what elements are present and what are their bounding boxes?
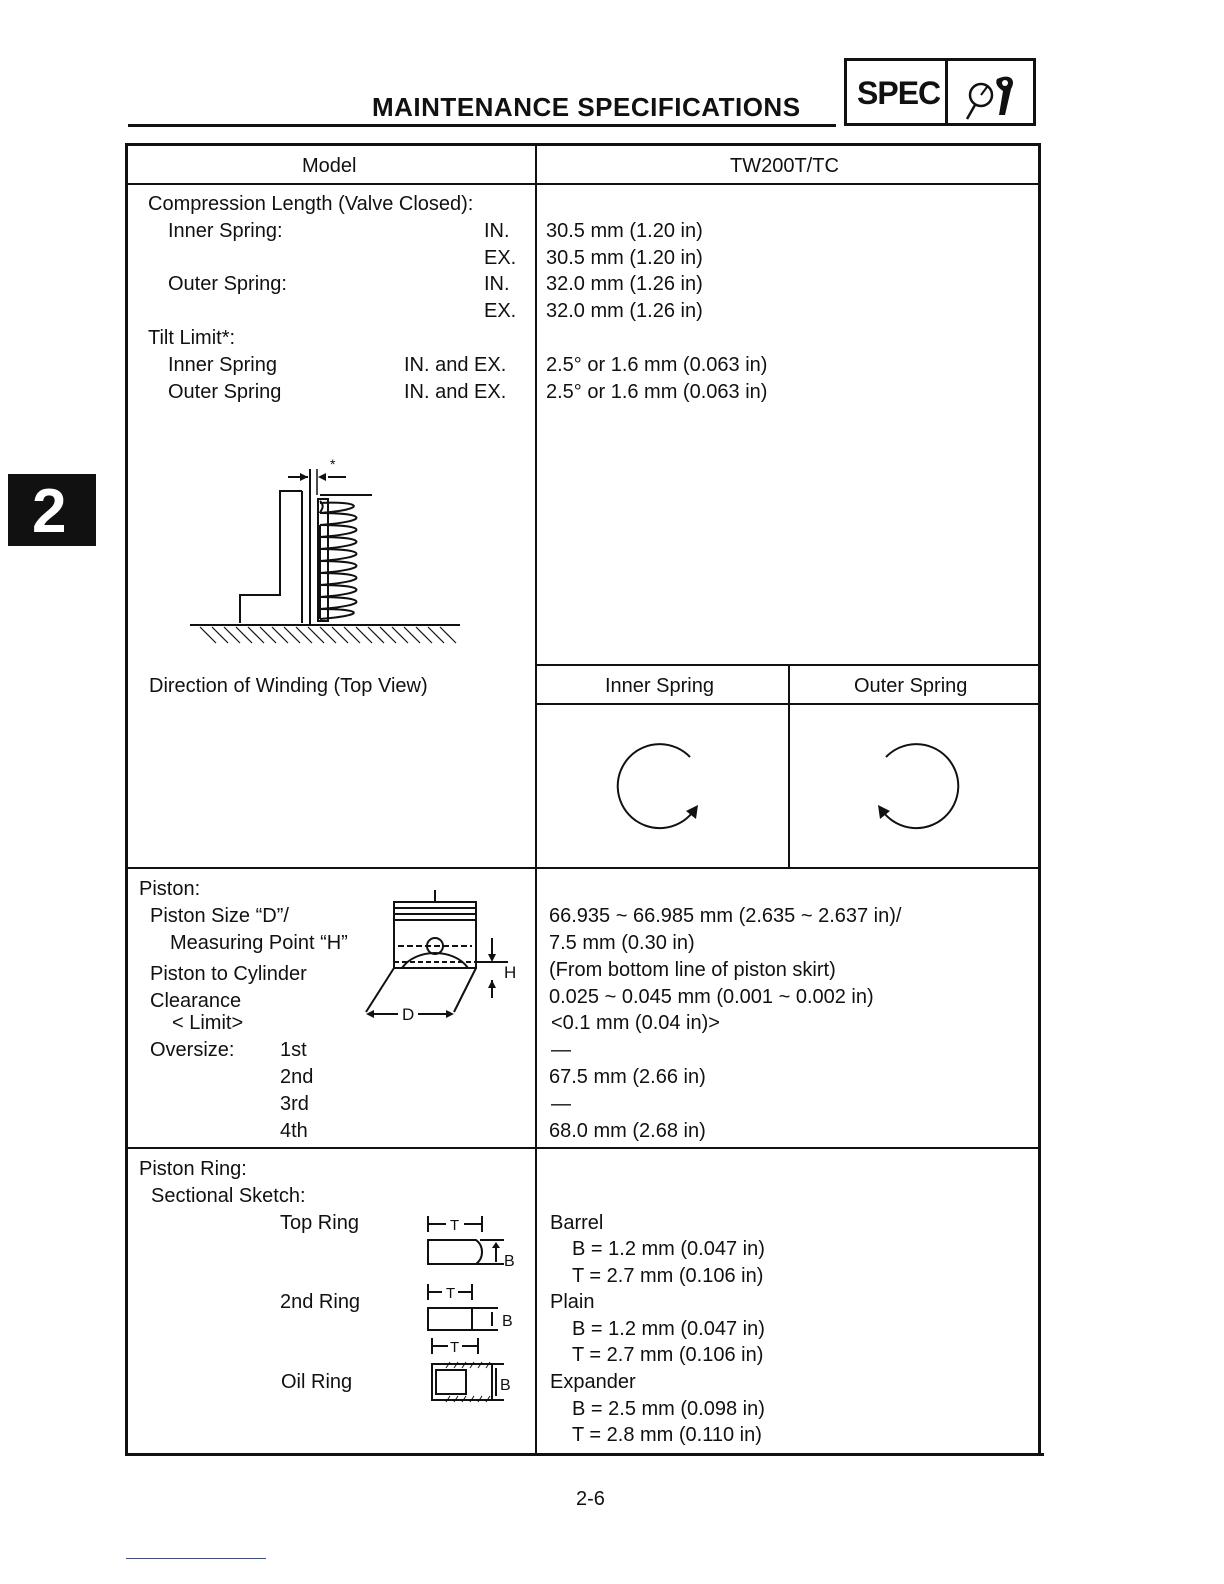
ring-row-divider (125, 1147, 1041, 1149)
measuring-point-value: 7.5 mm (0.30 in) (549, 932, 695, 954)
oversize-2-value: 67.5 mm (2.66 in) (549, 1066, 706, 1088)
top-ring-type: Barrel (550, 1212, 604, 1234)
footer-rule (126, 1558, 266, 1559)
piston-diagram (358, 890, 528, 1020)
oversize-1-label: 1st (280, 1039, 307, 1061)
oil-ring-label: Oil Ring (281, 1371, 353, 1393)
second-ring-t-label: T (446, 1285, 456, 1302)
piston-size-label: Piston Size “D”/ (150, 905, 289, 927)
tilt-outer-value: 2.5° or 1.6 mm (0.063 in) (546, 381, 768, 403)
tilt-outer-in-ex: IN. and EX. (404, 381, 507, 403)
table-border-top (125, 143, 1041, 146)
top-ring-label: Top Ring (280, 1212, 359, 1234)
inner-ex-label: EX. (484, 247, 517, 269)
column-divider (535, 143, 537, 1453)
compression-title: Compression Length (Valve Closed): (148, 193, 474, 215)
piston-clearance-label-1: Piston to Cylinder (150, 963, 307, 985)
piston-limit-value: <0.1 mm (0.04 in)> (551, 1012, 720, 1034)
inner-spring-label: Inner Spring: (168, 220, 283, 242)
dial-gauge-icon (957, 69, 1029, 121)
oil-ring-t-value: T = 2.8 mm (0.110 in) (572, 1424, 762, 1446)
piston-clearance-label-2: Clearance (150, 990, 242, 1012)
inner-in-value: 30.5 mm (1.20 in) (546, 220, 703, 242)
outer-spring-label: Outer Spring: (168, 273, 287, 295)
second-ring-sketch (420, 1280, 530, 1340)
winding-outer-header: Outer Spring (854, 675, 968, 697)
outer-in-label: IN. (484, 273, 510, 295)
chapter-tab (8, 474, 96, 546)
oil-ring-sketch (420, 1334, 530, 1406)
spec-divider (945, 61, 948, 123)
outer-in-value: 32.0 mm (1.26 in) (546, 273, 703, 295)
outer-ex-value: 32.0 mm (1.26 in) (546, 300, 703, 322)
oil-ring-b-label: B (500, 1377, 511, 1394)
tilt-title: Tilt Limit*: (148, 327, 236, 349)
tilt-inner-in-ex: IN. and EX. (404, 354, 507, 376)
header-rule (128, 124, 836, 127)
header-row-divider (125, 183, 1041, 185)
page-title: MAINTENANCE SPECIFICATIONS (372, 92, 801, 122)
oversize-3-value: — (551, 1093, 571, 1115)
piston-clearance-value: 0.025 ~ 0.045 mm (0.001 ~ 0.002 in) (549, 986, 874, 1008)
spec-label: SPEC (857, 75, 941, 111)
oversize-3-label: 3rd (280, 1093, 309, 1115)
table-border-left (125, 143, 128, 1456)
second-ring-label: 2nd Ring (280, 1291, 361, 1313)
outer-ex-label: EX. (484, 300, 517, 322)
oversize-4-value: 68.0 mm (2.68 in) (549, 1120, 706, 1142)
chapter-number: 2 (32, 477, 67, 546)
winding-title: Direction of Winding (Top View) (149, 675, 428, 697)
oversize-1-value: — (551, 1039, 571, 1061)
piston-h-label: H (504, 963, 517, 982)
second-ring-t-value: T = 2.7 mm (0.106 in) (572, 1344, 764, 1366)
inner-ex-value: 30.5 mm (1.20 in) (546, 247, 703, 269)
oversize-2-label: 2nd (280, 1066, 314, 1088)
oil-ring-t-label: T (450, 1339, 460, 1356)
top-ring-sketch (420, 1212, 530, 1278)
second-ring-b-value: B = 1.2 mm (0.047 in) (572, 1318, 765, 1340)
top-ring-t-value: T = 2.7 mm (0.106 in) (572, 1265, 764, 1287)
top-ring-b-value: B = 1.2 mm (0.047 in) (572, 1238, 765, 1260)
inner-in-label: IN. (484, 220, 510, 242)
oil-ring-b-value: B = 2.5 mm (0.098 in) (572, 1398, 765, 1420)
oil-ring-type: Expander (550, 1371, 636, 1393)
oversize-label: Oversize: (150, 1039, 235, 1061)
model-header: Model (302, 155, 357, 177)
spring-tilt-diagram (190, 455, 470, 650)
tilt-inner-label: Inner Spring (168, 354, 277, 376)
winding-col-divider (788, 664, 790, 868)
piston-size-value: 66.935 ~ 66.985 mm (2.635 ~ 2.637 in)/ (549, 905, 902, 927)
ring-title: Piston Ring: (139, 1158, 247, 1180)
inner-winding-icon (610, 735, 710, 835)
page-number: 2-6 (576, 1488, 605, 1510)
top-ring-t-label: T (450, 1217, 460, 1234)
piston-limit-label: < Limit> (172, 1012, 244, 1034)
model-value-header: TW200T/TC (730, 155, 839, 177)
piston-row-divider (125, 867, 1041, 869)
second-ring-type: Plain (550, 1291, 595, 1313)
table-border-right (1038, 143, 1041, 1456)
table-border-bottom (125, 1453, 1044, 1456)
measuring-point-note: (From bottom line of piston skirt) (549, 959, 836, 981)
outer-winding-icon (866, 735, 966, 835)
spec-badge (844, 58, 1036, 126)
sectional-sketch-label: Sectional Sketch: (151, 1185, 306, 1207)
top-ring-b-label: B (504, 1253, 515, 1270)
measuring-point-label: Measuring Point “H” (170, 932, 348, 954)
tilt-asterisk: * (330, 456, 336, 472)
piston-d-label: D (402, 1005, 415, 1020)
piston-title: Piston: (139, 878, 201, 900)
oversize-4-label: 4th (280, 1120, 308, 1142)
winding-inner-header: Inner Spring (605, 675, 714, 697)
tilt-outer-label: Outer Spring (168, 381, 282, 403)
tilt-inner-value: 2.5° or 1.6 mm (0.063 in) (546, 354, 768, 376)
second-ring-b-label: B (502, 1313, 513, 1330)
